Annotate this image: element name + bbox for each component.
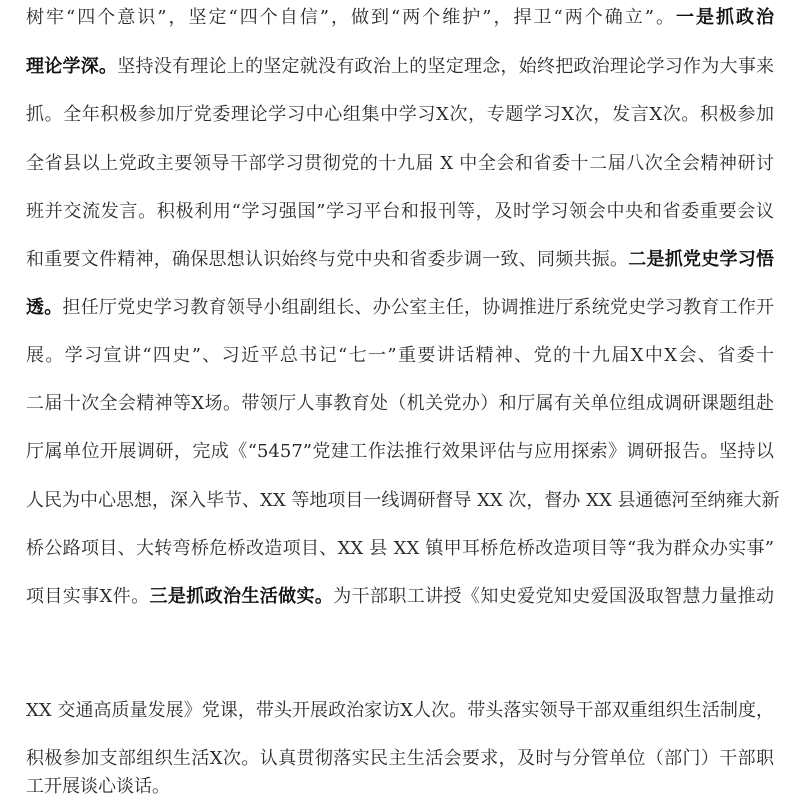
text-line: [26, 488, 780, 514]
paragraph-text: 项目实事X件。: [26, 586, 150, 607]
paragraph-text: 全省县以上党政主要领导干部学习贯彻党的十九届 X 中全会和省委十二届八次全会精神研讨: [26, 153, 774, 174]
bold-heading-text: 三是抓政治生活做实。: [149, 586, 334, 607]
paragraph-text: 和重要文件精神，确保思想认识始终与党中央和省委步调一致、同频共振。: [26, 249, 629, 270]
text-line: [26, 343, 774, 369]
paragraph-text: 树牢“四个意识”，坚定“四个自信”，做到“两个维护”，捍卫“两个确立”。: [26, 7, 676, 28]
text-line: [26, 102, 774, 128]
paragraph-text: 桥公路项目、大转弯桥危桥改造项目、XX 县 XX 镇甲耳桥危桥改造项目等“我为群众办实事”: [26, 538, 774, 559]
paragraph-text: 展。学习宣讲“四史”、习近平总书记“七一”重要讲话精神、党的十九届X中X会、省委十: [26, 345, 774, 366]
text-line: [26, 5, 774, 31]
text-line: [26, 391, 774, 417]
text-line: [26, 774, 774, 800]
paragraph-text: XX 交通高质量发展》党课，带头开展政治家访X人次。带头落实领导干部双重组织生活制度，: [26, 700, 774, 721]
paragraph-text: 为干部职工讲授《知史爱党知史爱国汲取智慧力量推动: [333, 586, 775, 607]
text-line: [26, 439, 774, 465]
paragraph-text: 坚持没有理论上的坚定就没有政治上的坚定理念，始终把政治理论学习作为大事来: [117, 56, 774, 77]
paragraph-text: 人民为中心思想，深入毕节、XX 等地项目一线调研督导 XX 次，督办 XX 县通德河至纳雍大新: [26, 490, 780, 511]
bold-heading-text: 二是抓党史学习悟: [628, 249, 774, 270]
paragraph-text: 担任厅党史学习教育领导小组副组长、办公室主任，协调推进厅系统党史学习教育工作开: [62, 297, 774, 318]
bold-heading-text: 透。: [26, 297, 63, 318]
text-line: [26, 54, 774, 80]
text-line: [26, 584, 774, 610]
bold-heading-text: 一是抓政治: [675, 7, 774, 28]
paragraph-text: 工开展谈心谈话。: [26, 776, 170, 797]
text-line: [26, 295, 774, 321]
paragraph-text: 抓。全年积极参加厅党委理论学习中心组集中学习X次，专题学习X次，发言X次。积极参加: [26, 104, 774, 125]
text-line: [26, 247, 774, 273]
text-line: [26, 199, 774, 225]
paragraph-text: 厅属单位开展调研，完成《“5457”党建工作法推行效果评估与应用探索》调研报告。坚持以: [26, 441, 774, 462]
text-line: [26, 536, 774, 562]
paragraph-text: 班并交流发言。积极利用“学习强国”学习平台和报刊等，及时学习领会中央和省委重要会议: [26, 201, 774, 222]
paragraph-text: 二届十次全会精神等X场。带领厅人事教育处（机关党办）和厅属有关单位组成调研课题组赴: [26, 393, 774, 414]
bold-heading-text: 理论学深。: [26, 56, 118, 77]
text-line: [26, 698, 774, 724]
text-line: [26, 151, 774, 177]
paragraph-text: 积极参加支部组织生活X次。认真贯彻落实民主生活会要求，及时与分管单位（部门）干部职: [26, 748, 774, 769]
text-line: [26, 746, 774, 772]
